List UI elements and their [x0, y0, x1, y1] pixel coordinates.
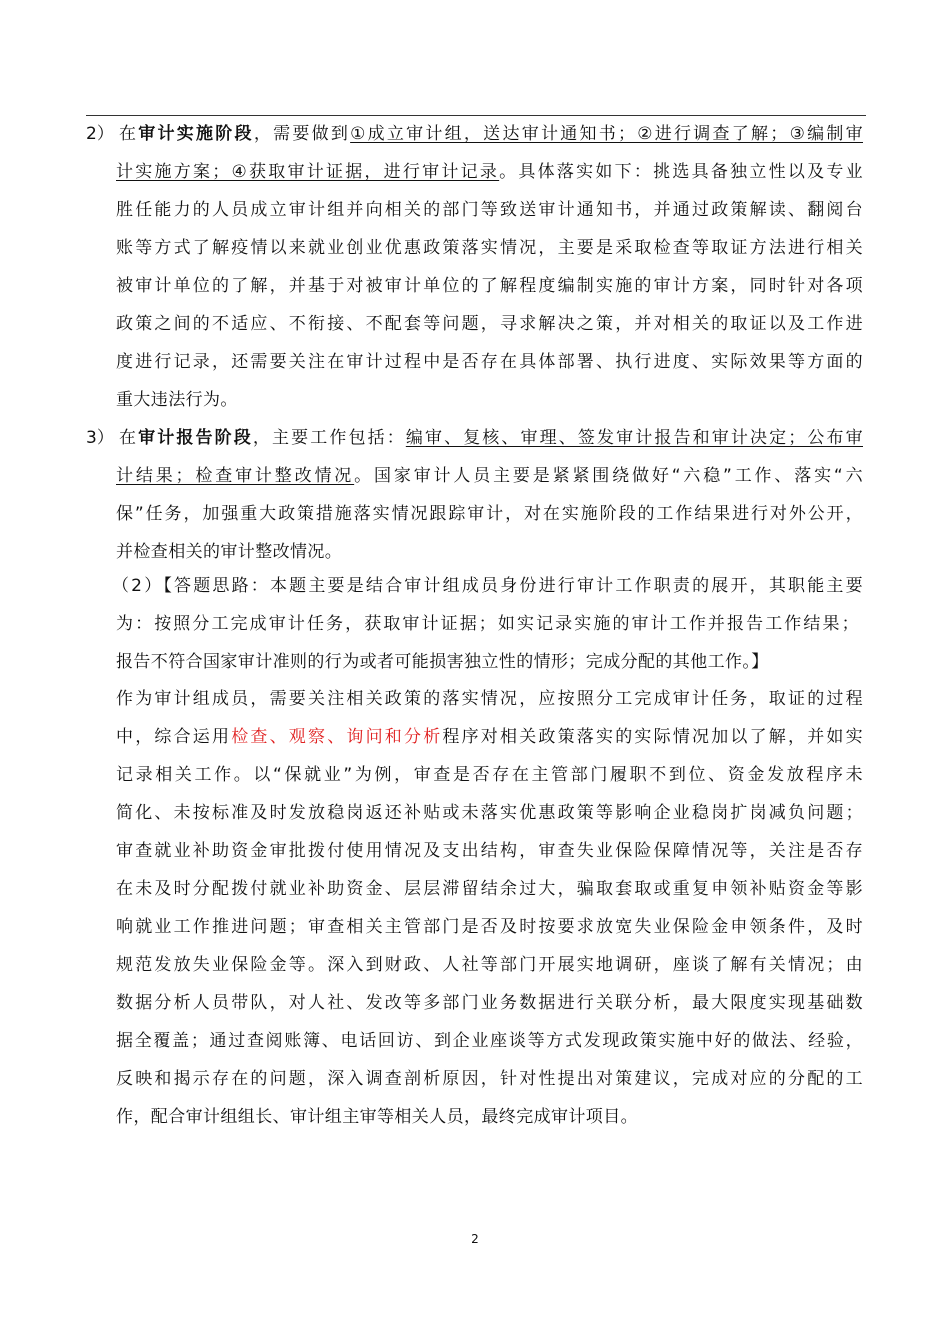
text-line: 度进行记录，还需要关注在审计过程中是否存在具体部署、执行进度、实际效果等方面的 — [116, 352, 863, 372]
text-line: 据全覆盖；通过查阅账簿、电话回访、到企业座谈等方式发现政策实施中好的做法、经验， — [116, 1031, 863, 1051]
underlined-text: ①成立审计组，送达审计通知书；②进行调查了解；③编制审 — [350, 124, 863, 144]
text-line: 简化、未按标准及时发放稳岗返还补贴或未落实优惠政策等影响企业稳岗扩岗减负问题； — [116, 803, 863, 823]
text: ，主要工作包括： — [252, 428, 406, 448]
text-line: 审查就业补助资金审批拨付使用情况及支出结构，审查失业保险保障情况等，关注是否存 — [116, 841, 863, 861]
text-line: 为：按照分工完成审计任务，获取审计证据；如实记录实施的审计工作并报告工作结果； — [116, 614, 859, 634]
underlined-text: 编审、复核、审理、签发审计报告和审计决定；公布审 — [405, 428, 863, 448]
text: 在 — [119, 428, 139, 448]
text-line: 数据分析人员带队，对人社、发改等多部门业务数据进行关联分析，最大限度实现基础数 — [116, 993, 863, 1013]
text-line: （2）【答题思路：本题主要是结合审计组成员身份进行审计工作职责的展开，其职能主要 — [112, 576, 863, 596]
text-line: 胜任能力的人员成立审计组并向相关的部门等致送审计通知书，并通过政策解读、翻阅台 — [116, 200, 863, 220]
bold-heading: 审计实施阶段 — [138, 124, 254, 144]
text-line: 报告不符合国家审计准则的行为或者可能损害独立性的情形；完成分配的其他工作。】 — [116, 652, 769, 672]
bold-heading: 审计报告阶段 — [138, 428, 253, 448]
page-number: 2 — [471, 1232, 479, 1246]
underlined-text: 计实施方案；④获取审计证据，进行审计记录 — [116, 162, 500, 182]
text-line — [116, 155, 863, 189]
text-line: 响就业工作推进问题；审查相关主管部门是否及时按要求放宽失业保险金申领条件，及时 — [116, 917, 863, 937]
text-line — [116, 720, 863, 754]
text: 。国家审计人员主要是紧紧围绕做好“六稳”工作、落实“六 — [354, 466, 863, 486]
text-line: 在未及时分配拨付就业补助资金、层层滞留结余过大，骗取套取或重复申领补贴资金等影 — [116, 879, 863, 899]
item-number: 2） — [86, 124, 114, 144]
text-line: 记录相关工作。以“保就业”为例，审查是否存在主管部门履职不到位、资金发放程序未 — [116, 765, 863, 785]
text: ，需要做到 — [253, 124, 351, 144]
text-line: 账等方式了解疫情以来就业创业优惠政策落实情况，主要是采取检查等取证方法进行相关 — [116, 238, 863, 258]
text: 程序对相关政策落实的实际情况加以了解，并如实 — [442, 727, 863, 747]
header-rule — [86, 115, 866, 116]
underlined-text: 计结果；检查审计整改情况 — [116, 466, 355, 486]
text-line: 作，配合审计组组长、审计组主审等相关人员，最终完成审计项目。 — [116, 1107, 638, 1127]
text-line: 重大违法行为。 — [116, 390, 238, 410]
text: 中，综合运用 — [116, 727, 232, 747]
text-line — [116, 459, 863, 493]
text: 。具体落实如下：挑选具备独立性以及专业 — [499, 162, 863, 182]
text-line — [119, 421, 863, 455]
highlighted-text: 检查、观察、询问和分析 — [231, 727, 443, 747]
text-line: 作为审计组成员，需要关注相关政策的落实情况，应按照分工完成审计任务，取证的过程 — [116, 689, 863, 709]
text-line: 并检查相关的审计整改情况。 — [116, 542, 343, 562]
text-line: 反映和揭示存在的问题，深入调查剖析原因，针对性提出对策建议，完成对应的分配的工 — [116, 1069, 863, 1089]
text-line: 规范发放失业保险金等。深入到财政、人社等部门开展实地调研，座谈了解有关情况；由 — [116, 955, 863, 975]
item-number: 3） — [86, 428, 114, 448]
text: 在 — [119, 124, 139, 144]
text-line: 被审计单位的了解，并基于对被审计单位的了解程度编制实施的审计方案，同时针对各项 — [116, 276, 863, 296]
text-line: 保”任务，加强重大政策措施落实情况跟踪审计，对在实施阶段的工作结果进行对外公开， — [116, 504, 863, 524]
text-line — [119, 117, 863, 151]
text-line: 政策之间的不适应、不衔接、不配套等问题，寻求解决之策，并对相关的取证以及工作进 — [116, 314, 863, 334]
